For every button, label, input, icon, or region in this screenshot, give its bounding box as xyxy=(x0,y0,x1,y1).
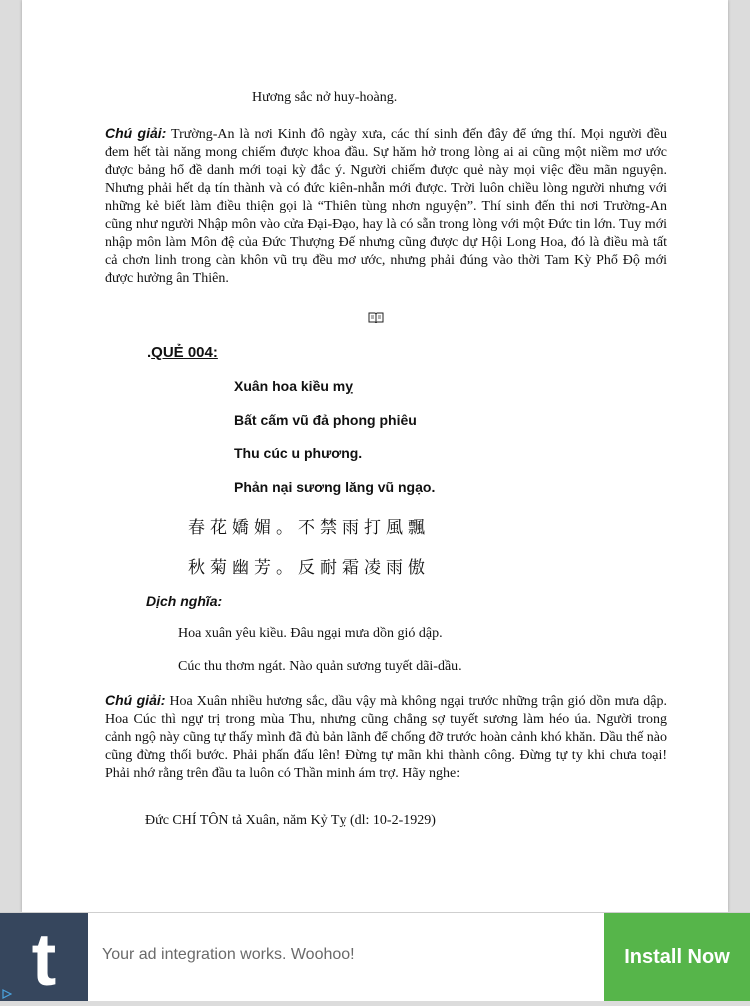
top-verse-line: Hương sắc nở huy-hoàng. xyxy=(252,90,398,105)
chu-giai-paragraph-2 xyxy=(105,691,667,783)
tumblr-logo-icon[interactable] xyxy=(0,913,88,1001)
chu-giai-label: Chú giải: xyxy=(105,125,167,141)
chu-giai-text: Trường-An là nơi Kinh đô ngày xưa, các thí sinh đến đây để ứng thí. Mọi người đều đem hết tài năng mong chiếm được khoa đầu. Sự hăm hở trong lòng ai ai cũng một niềm mơ ước được bảng hổ đề danh mới toại kỳ đắc ý. Người chiếm được quẻ này mọi việc đều mãn nguyện. Nhưng phải hết dạ tín thành và có đức kiên-nhẫn mới được. Trời luôn chiều lòng người nhưng với những kẻ biết làm điều thiện gọi là “Thiên tùng nhơn nguyện”. Thí sinh đến thi nơi Trường-An cũng như người Nhập môn vào cửa Đại-Đạo, hay là có sẵn trong lòng với một Đức tin lớn. Tuy mới nhập môn làm Môn đệ của Đức Thượng Đế nhưng cũng được dự Hội Long Hoa, đó là điều mà tất cả chơn linh trong càn khôn vũ trụ đều mơ ước, nhưng phải đúng vào thời Tam Kỳ Phổ Độ mới được hưởng ân Thiên. xyxy=(105,127,667,286)
chu-giai-label: Chú giải: xyxy=(105,692,166,708)
han-verse-line: 春花嬌媚。不禁雨打風飄 xyxy=(188,518,430,538)
install-now-button[interactable]: Install Now xyxy=(604,913,750,1001)
signature-line: Đức CHÍ TÔN tả Xuân, năm Kỷ Tỵ (dl: 10-2-1929) xyxy=(145,813,436,828)
han-verse-line: 秋菊幽芳。反耐霜凌雨傲 xyxy=(188,558,430,578)
document-page xyxy=(22,0,728,912)
verse-line: Xuân hoa kiều mỵ xyxy=(234,378,354,394)
dich-nghia-label: Dịch nghĩa: xyxy=(146,593,223,609)
ad-choices-icon[interactable] xyxy=(2,989,12,999)
logo-letter: t xyxy=(31,918,57,1001)
chu-giai-text: Hoa Xuân nhiều hương sắc, dầu vậy mà không ngại trước những trận gió dồn mưa dập. Hoa Cúc thì ngự trị trong mùa Thu, nhưng cũng chẳng sợ tuyết sương làm héo úa. Người trong cảnh ngộ này cũng tự thấy mình đã đủ bản lãnh để chống đỡ trước hoàn cảnh khó khăn. Dầu thế nào cũng đừng thối bước. Phải phấn đấu lên! Đừng tự mãn khi thành công. Đừng tự ty khi chưa toại! Phải nhớ rằng trên đầu ta luôn có Thần minh ám trợ. Hãy nghe: xyxy=(105,694,667,781)
verse-line: Bất cấm vũ đả phong phiêu xyxy=(234,412,417,428)
open-book-icon xyxy=(368,311,384,323)
verse-line: Thu cúc u phương. xyxy=(234,445,363,461)
ad-message: Your ad integration works. Woohoo! xyxy=(102,946,355,963)
verse-line: Phản nại sương lăng vũ ngạo. xyxy=(234,479,436,495)
translation-line: Hoa xuân yêu kiều. Đâu ngại mưa dồn gió dập. xyxy=(178,626,443,641)
translation-line: Cúc thu thơm ngát. Nào quản sương tuyết dãi-dầu. xyxy=(178,659,462,674)
que-heading: .QUẺ 004: xyxy=(147,344,218,361)
ad-banner[interactable] xyxy=(0,912,750,1001)
chu-giai-paragraph-1 xyxy=(105,124,667,288)
que-title: QUẺ 004: xyxy=(151,344,218,361)
